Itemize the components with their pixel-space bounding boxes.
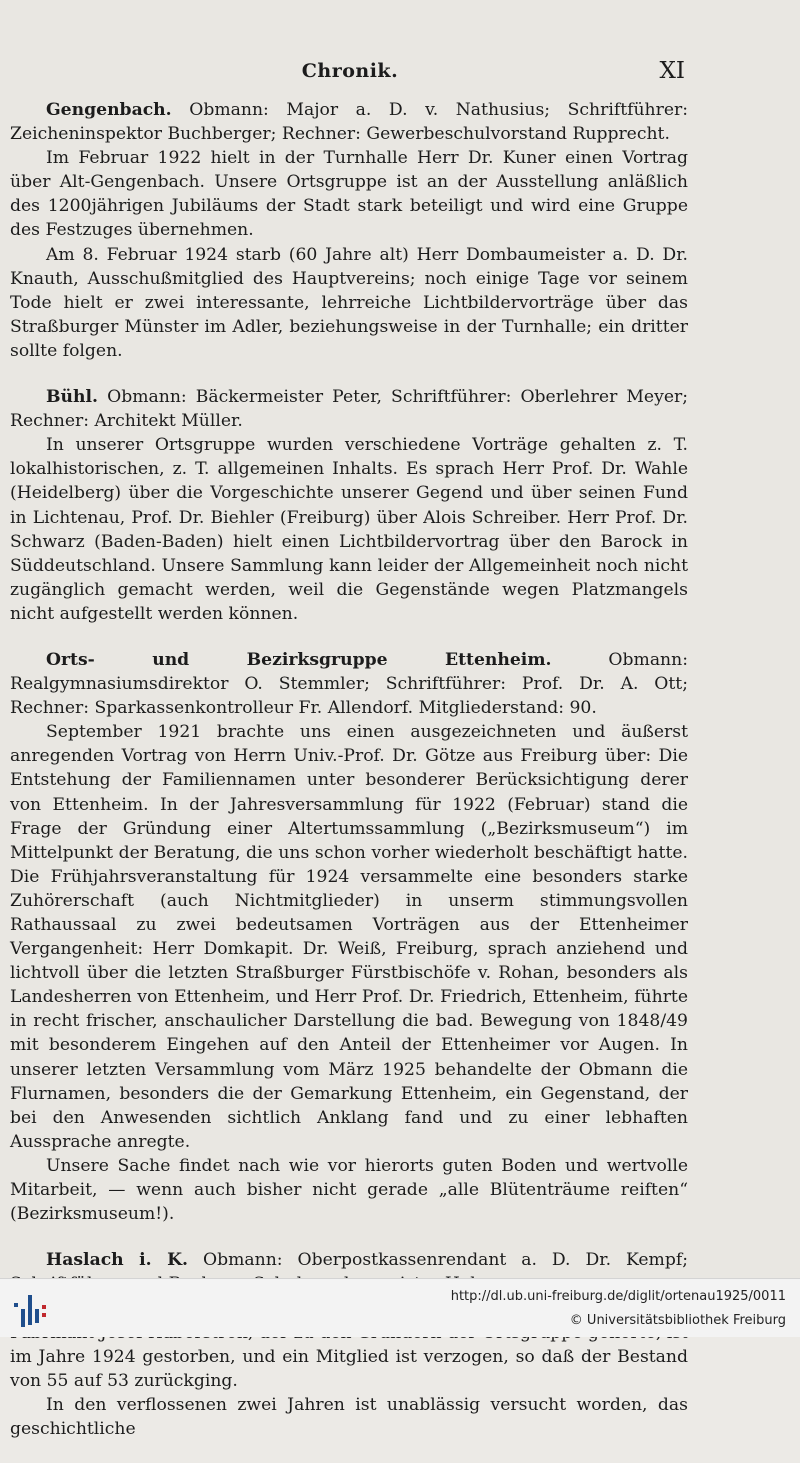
section-name: Gengenbach. <box>46 100 172 120</box>
section-paragraph: September 1921 brachte uns einen ausgezeichneten und äußerst anregenden Vortrag von Herrn Univ.-Prof. Dr. Götze aus Freiburg über: Die Entstehung der Familiennamen unter besonderer Berücksichtigung derer von Ettenheim. In der Jahresversammlung für 1922 (Februar) stand die Frage der Gründung einer Altertumssammlung („Bezirksmuseum“) im Mittelpunkt der Beratung, die uns schon vorher wiederholt beschäftigt hatte. Die Frühjahrsveranstaltung für 1924 versammelte eine besonders starke Zuhörerschaft (auch Nichtmitglieder) in unserm stimmungsvollen Rathaussaal zu zwei bedeutsamen Vorträgen aus der Ettenheimer Vergangenheit: Herr Domkapit. Dr. Weiß, Freiburg, sprach anziehend und lichtvoll über die letzten Straßburger Fürstbischöfe v. Rohan, besonders als Landesherren von Ettenheim, und Herr Prof. Dr. Friedrich, Ettenheim, führte in recht frischer, anschaulicher Darstellung die bad. Bewegung von 1848/49 mit besonderem Eingehen auf den Anteil der Ettenheimer vor Augen. In unserer letzten Versammlung vom März 1925 behandelte der Obmann die Flurnamen, besonders die der Gemarkung Ettenheim, ein Gegenstand, der bei den Anwesenden sichtlich Anklang fand und zu einer lebhaften Aussprache anregte. <box>10 722 688 1152</box>
footer-bar <box>0 1278 800 1337</box>
section-name: Orts- und Bezirksgruppe Ettenheim. <box>46 649 552 670</box>
running-title: Chronik. <box>301 60 399 82</box>
section-paragraph: Orts- und Bezirksgruppe Ettenheim. Obmann: Realgymnasiumsdirektor O. Stemmler; Schriftführer: Prof. Dr. A. Ott; Rechner: Sparkassenkontrolleur Fr. Allendorf. Mitgliederstand: 90. <box>10 649 688 719</box>
section-gengenbach <box>10 98 688 363</box>
section-paragraph: Haslach i. K. Obmann: Oberpostkassenrendant a. D. Dr. Kempf; <box>46 1250 688 1271</box>
page-number: XI <box>659 58 685 84</box>
section-paragraph: Unsere Sache findet nach wie vor hierorts guten Boden und wertvolle Mitarbeit, — wenn auch bisher nicht gerade „alle Blütenträume reiften“ (Bezirksmuseum!). <box>10 1155 688 1225</box>
page-body <box>10 98 688 1463</box>
section-paragraph: Gengenbach. Obmann: Major a. D. v. Nathusius; Schriftführer: Zeicheninspektor Buchberger; Rechner: Gewerbeschulvorstand Rupprecht. <box>10 100 688 145</box>
section-paragraph: In unserer Ortsgruppe wurden verschiedene Vorträge gehalten z. T. lokalhistorischen, z. T. allgemeinen Inhalts. Es sprach Herr Prof. Dr. Wahle (Heidelberg) über die Vorgeschichte unserer Gegend und über seinen Fund in Lichtenau, Prof. Dr. Biehler (Freiburg) über Alois Schreiber. Herr Prof. Dr. Schwarz (Baden-Baden) hielt einen Lichtbildervortrag über den Barock in Süddeutschland. Unsere Sammlung kann leider der Allgemeinheit noch nicht zugänglich gemacht werden, weil die Gegenstände wegen Platzmangels nicht aufgestellt werden können. <box>10 435 688 624</box>
section-paragraph: Am 8. Februar 1924 starb (60 Jahre alt) Herr Dombaumeister a. D. Dr. Knauth, Ausschußmitglied des Hauptvereins; noch einige Tage vor seinem Tode hielt er zwei interessante, lehrreiche Lichtbildervorträge über das Straßburger Münster im Adler, beziehungsweise in der Turnhalle; ein dritter sollte folgen. <box>10 244 688 361</box>
section-buehl <box>10 385 688 626</box>
section-ettenheim <box>10 648 688 1226</box>
running-header <box>0 58 800 88</box>
section-name: Haslach i. K. <box>46 1250 189 1271</box>
library-logo-icon <box>12 1289 52 1329</box>
section-paragraph: In den verflossenen zwei Jahren ist unablässig versucht worden, das geschichtliche <box>10 1394 688 1439</box>
source-url-link[interactable]: http://dl.ub.uni-freiburg.de/diglit/ortenau1925/0011 <box>450 1289 786 1304</box>
copyright-notice: © Universitätsbibliothek Freiburg <box>569 1313 786 1328</box>
section-name: Bühl. <box>46 387 99 408</box>
section-paragraph: Bühl. Obmann: Bäckermeister Peter, Schriftführer: Oberlehrer Meyer; Rechner: Architekt Müller. <box>10 387 688 432</box>
section-paragraph: Im Februar 1922 hielt in der Turnhalle Herr Dr. Kuner einen Vortrag über Alt-Gengenbach. Unsere Ortsgruppe ist an der Ausstellung anläßlich des 1200jährigen Jubiläums der Stadt stark beteiligt und wird eine Gruppe des Festzuges übernehmen. <box>10 148 688 241</box>
section-paragraph: im Jahre 1924 gestorben, und ein Mitglied ist verzogen, so daß der Bestand von 55 auf 53 zurückging. <box>10 1346 688 1391</box>
